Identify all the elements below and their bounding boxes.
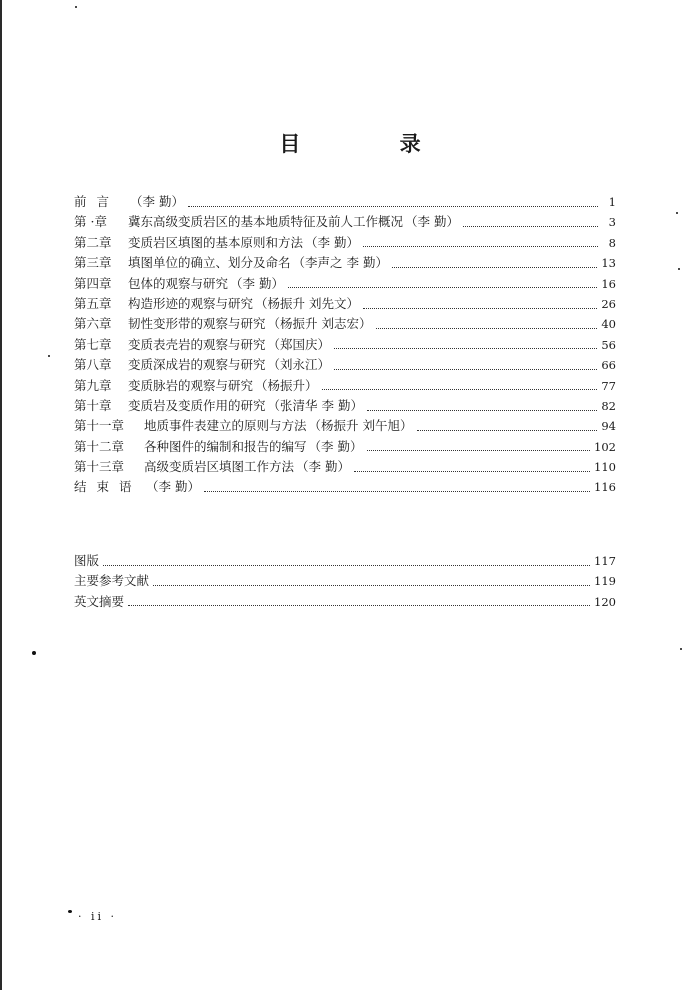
toc-entry[interactable] — [74, 274, 616, 294]
dot-leader — [334, 348, 597, 349]
chapter-author: （李 勤） — [230, 275, 284, 291]
scan-speck — [48, 355, 50, 357]
scan-speck — [32, 651, 36, 655]
chapter-title: 变质脉岩的观察与研究 — [128, 377, 254, 393]
dot-leader — [188, 206, 598, 207]
toc-entry[interactable] — [74, 233, 616, 253]
dot-leader — [153, 585, 590, 586]
page-title: 目 录 — [279, 131, 467, 156]
chapter-number: 第五章 — [74, 295, 112, 311]
chapter-title: 变质深成岩的观察与研究 — [128, 357, 266, 373]
chapter-title: 地质事件表建立的原则与方法 — [144, 418, 307, 434]
toc-entry[interactable] — [74, 376, 616, 396]
chapter-number: 第十三章 — [74, 459, 125, 475]
toc-entry[interactable] — [74, 294, 616, 314]
chapter-author: （李声之 李 勤） — [292, 255, 388, 271]
chapter-title: 变质表壳岩的观察与研究 — [128, 336, 266, 352]
chapter-author: （李 勤） — [305, 234, 359, 250]
page-number: 119 — [594, 574, 616, 589]
page-number: 102 — [594, 439, 616, 454]
toc-entry[interactable] — [74, 477, 616, 497]
back-matter-entry[interactable] — [74, 592, 616, 612]
scan-speck — [68, 910, 72, 913]
chapter-author: （李 勤） — [308, 438, 363, 454]
dot-leader — [103, 565, 590, 566]
page-number: 13 — [601, 256, 616, 271]
chapter-author: （杨振升） — [255, 377, 318, 393]
scan-speck — [75, 6, 77, 8]
chapter-title: 变质岩区填图的基本原则和方法 — [128, 234, 304, 250]
chapter-number: 第三章 — [74, 255, 112, 271]
chapter-author: （杨振升 刘先文） — [255, 295, 359, 311]
toc-entry[interactable] — [74, 416, 616, 436]
toc-entry[interactable] — [74, 355, 616, 375]
page-number: 40 — [601, 317, 616, 332]
chapter-number: 第十一章 — [74, 418, 125, 434]
page-number: 56 — [601, 337, 616, 352]
back-matter-entry[interactable] — [74, 551, 616, 571]
chapter-author: （李 勤） — [296, 459, 350, 475]
toc-entry[interactable] — [74, 457, 616, 477]
page-number: 120 — [594, 594, 616, 609]
dot-leader — [334, 369, 597, 370]
dot-leader — [128, 605, 590, 606]
scan-speck — [678, 268, 680, 270]
page-number: 116 — [594, 480, 616, 495]
page-number: 8 — [608, 235, 616, 250]
page-folio: · ii · — [78, 910, 118, 923]
chapter-number: 第四章 — [74, 275, 112, 291]
scan-speck — [680, 648, 682, 650]
dot-leader — [367, 450, 591, 451]
dot-leader — [288, 287, 597, 288]
chapter-title: 韧性变形带的观察与研究 — [128, 316, 266, 332]
chapter-number: 结 束 语 — [74, 479, 135, 495]
chapter-number: 第八章 — [74, 357, 112, 373]
page-number: 77 — [601, 378, 616, 393]
back-matter-title: 图版 — [74, 553, 100, 568]
chapter-title: 冀东高级变质岩区的基本地质特征及前人工作概况 — [128, 214, 404, 230]
page-number: 16 — [601, 276, 616, 291]
chapter-title: 各种图件的编制和报告的编写 — [144, 438, 307, 454]
dot-leader — [204, 491, 590, 492]
page-number: 82 — [601, 398, 616, 413]
toc-entry[interactable] — [74, 192, 616, 212]
chapter-author: （李 勤） — [405, 214, 459, 230]
dot-leader — [417, 430, 598, 431]
chapter-number: 第七章 — [74, 336, 112, 352]
dot-leader — [322, 389, 598, 390]
toc-entry[interactable] — [74, 212, 616, 232]
chapter-number: 第十章 — [74, 397, 112, 413]
back-matter-list — [74, 551, 616, 612]
toc-list — [74, 192, 616, 498]
chapter-author: （张清华 李 勤） — [267, 397, 363, 413]
chapter-number: 第 ·章 — [74, 214, 107, 230]
chapter-title: 包体的观察与研究 — [128, 275, 229, 291]
chapter-author: （杨振升 刘志宏） — [267, 316, 372, 332]
chapter-number: 第六章 — [74, 316, 112, 332]
back-matter-title: 英文摘要 — [74, 593, 125, 609]
chapter-title: 高级变质岩区填图工作方法 — [144, 459, 295, 475]
back-matter-entry[interactable] — [74, 571, 616, 591]
toc-entry[interactable] — [74, 335, 616, 355]
toc-entry[interactable] — [74, 314, 616, 334]
dot-leader — [463, 226, 598, 227]
page-number: 117 — [594, 554, 616, 568]
chapter-author: （杨振升 刘午旭） — [308, 418, 413, 434]
dot-leader — [392, 267, 597, 268]
toc-entry[interactable] — [74, 437, 616, 457]
page-number: 66 — [601, 358, 616, 373]
dot-leader — [367, 410, 597, 411]
chapter-title: 构造形迹的观察与研究 — [128, 295, 254, 311]
chapter-author: （李 勤） — [146, 479, 200, 495]
toc-entry[interactable] — [74, 253, 616, 273]
chapter-author: （李 勤） — [130, 194, 184, 209]
chapter-number: 前 言 — [74, 194, 112, 209]
dot-leader — [354, 471, 590, 472]
dot-leader — [363, 308, 597, 309]
chapter-title: 填图单位的确立、划分及命名 — [128, 255, 291, 271]
chapter-title: 变质岩及变质作用的研究 — [128, 397, 266, 413]
chapter-number: 第十二章 — [74, 438, 125, 454]
page-number: 94 — [601, 419, 616, 434]
chapter-author: （郑国庆） — [267, 336, 331, 352]
page-number: 1 — [608, 195, 616, 209]
page-number: 26 — [601, 296, 616, 311]
page-number: 110 — [594, 460, 616, 475]
chapter-number: 第二章 — [74, 234, 112, 250]
scan-speck — [676, 212, 678, 214]
back-matter-title: 主要参考文献 — [74, 573, 150, 589]
dot-leader — [363, 246, 598, 247]
dot-leader — [376, 328, 598, 329]
page-number: 3 — [608, 215, 616, 230]
chapter-author: （刘永江） — [267, 357, 331, 373]
chapter-number: 第九章 — [74, 377, 112, 393]
toc-entry[interactable] — [74, 396, 616, 416]
